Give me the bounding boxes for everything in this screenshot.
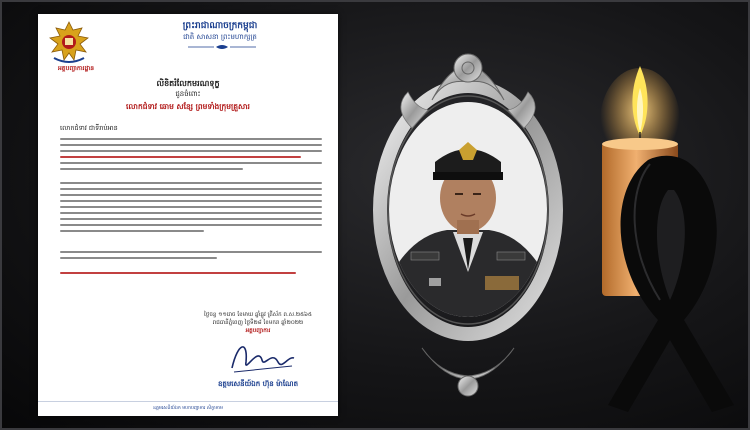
body-paragraph-2: [60, 182, 322, 236]
ornament-divider-icon: [188, 44, 256, 50]
text-line: [60, 230, 204, 232]
text-line: [60, 272, 296, 274]
letter-footer: ឧត្តមសេនីយ៍ឯក មហាបញ្ជាការ សិក្ខាកាម: [38, 401, 338, 416]
text-line: [60, 194, 322, 196]
text-line: [60, 138, 322, 140]
salutation: លោកជំទាវ ជាទីរាប់អាន: [60, 124, 118, 132]
body-paragraph-1: [60, 138, 322, 174]
text-line: [60, 162, 322, 164]
national-motto: ជាតិ សាសនា ព្រះមហាក្សត្រ: [183, 33, 257, 41]
body-paragraph-4: [60, 272, 322, 278]
text-line: [60, 206, 322, 208]
text-line: [60, 168, 243, 170]
solar-date: រាជធានីភ្នំពេញ ថ្ងៃទី២៨ ខែមករា ឆ្នាំ២០២២: [212, 320, 304, 326]
signer-name: ឧត្តមសេនីយ៍ឯក ហ៊ុន ម៉ាណែត: [217, 380, 299, 388]
addressee-label: ជូនចំពោះ: [175, 90, 201, 98]
body-paragraph-3: [60, 251, 322, 263]
ministry-name: អគ្គបញ្ជាការដ្ឋាន: [57, 65, 95, 72]
text-line: [60, 212, 322, 214]
text-line: [60, 182, 322, 184]
text-line: [60, 257, 217, 259]
kingdom-heading: ព្រះរាជាណាចក្រកម្ពុជា: [182, 21, 258, 31]
officer-portrait: [389, 102, 547, 317]
text-line: [60, 251, 322, 253]
military-emblem-icon: [46, 20, 92, 64]
mourning-ribbon-icon: [588, 150, 738, 412]
condolence-letter: [38, 14, 338, 416]
text-line: [60, 156, 301, 158]
issuing-office: អគ្គបញ្ជាការ: [245, 328, 271, 334]
letter-title: លិខិតរំលែកមរណទុក្ខ: [156, 79, 220, 88]
text-line: [60, 200, 322, 202]
text-line: [60, 188, 322, 190]
signature-icon: [228, 332, 298, 378]
text-line: [60, 224, 322, 226]
recipient-name: លោកជំទាវ ឆោម សន្សែ ព្រមទាំងក្រុមគ្រួសារ: [126, 102, 250, 111]
letter-header: [38, 14, 338, 72]
portrait-photo: [389, 102, 547, 317]
text-line: [60, 218, 322, 220]
text-line: [60, 144, 322, 146]
lunar-date: ថ្ងៃចន្ទ ១១រោច ខែមាឃ ឆ្នាំឆ្លូវ ត្រីស័ក ព.ស.២៥៦៥: [204, 312, 312, 318]
text-line: [60, 150, 322, 152]
